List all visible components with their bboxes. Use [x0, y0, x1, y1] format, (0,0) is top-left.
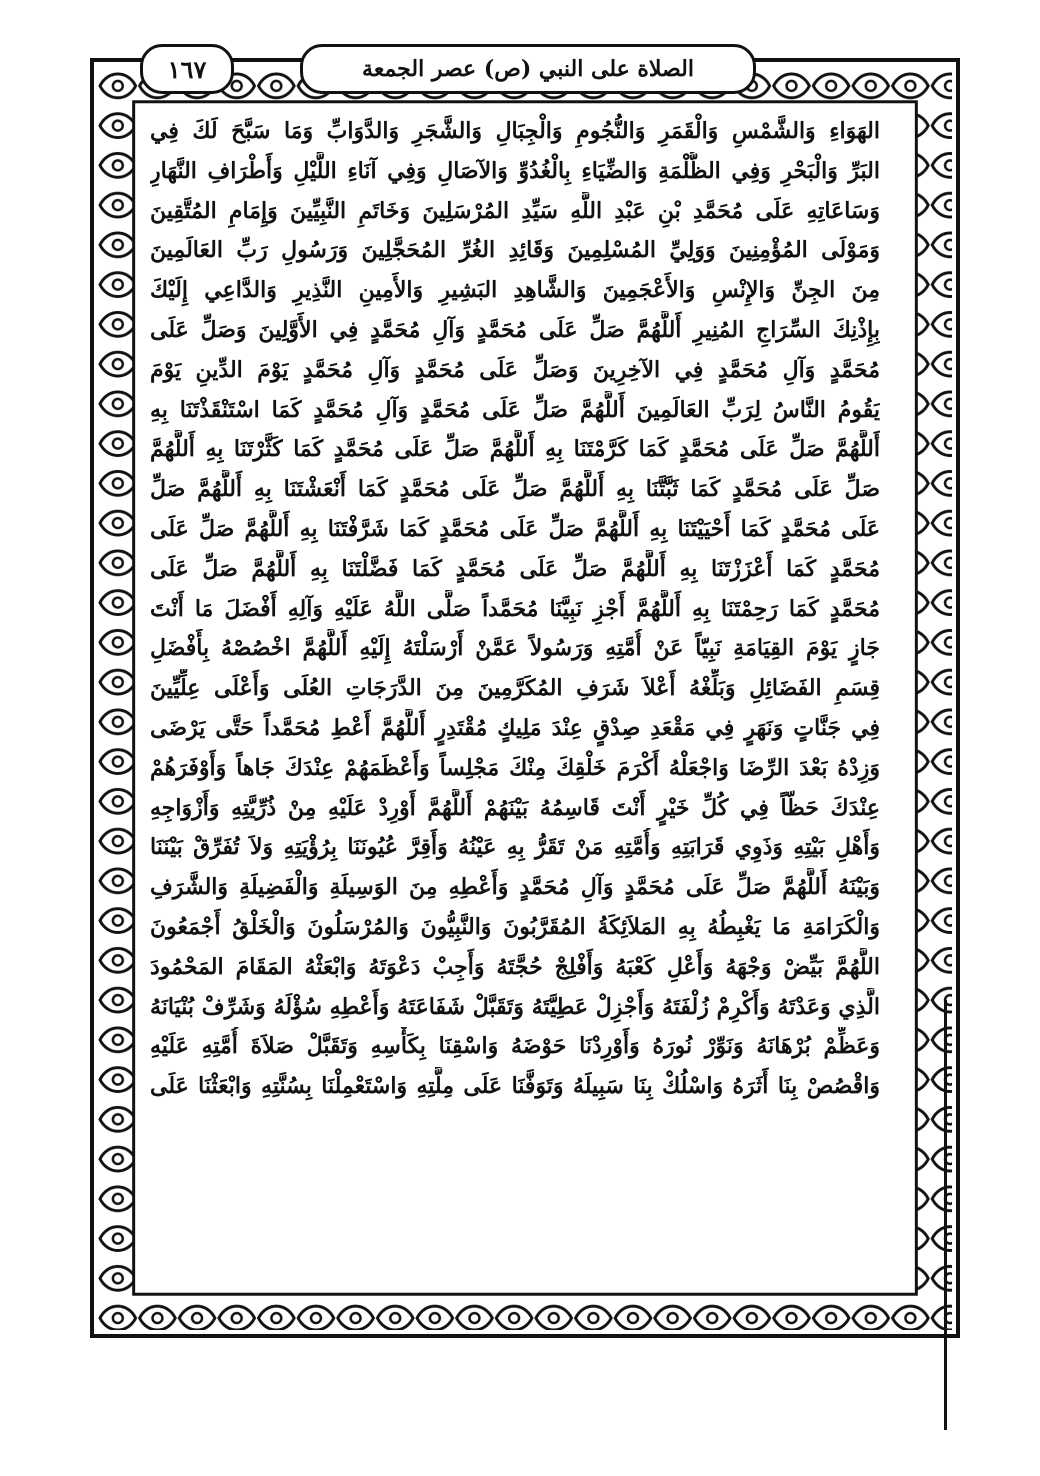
text-line: يَقُومُ النَّاسُ لِرَبِّ العَالَمِينَ أَللَّهُمَّ صَلِّ عَلَى مُحَمَّدٍ وَآلِ مُحَمَّدٍ كَمَا اسْتَنْقَذْتَنَا بِهِ	[150, 396, 880, 423]
text-line: قِسَمِ الفَضَائِلِ وَبَلِّغْهُ أَعْلاَ شَرَفِ المُكَرَّمِينَ مِنَ الدَّرَجَاتِ العُلَى وَأَعْلَى عِلِّيِّينَ	[150, 675, 880, 702]
text-line: مُحَمَّدٍ كَمَا رَحِمْتَنَا بِهِ أَللَّهُمَّ أَجْزِ نَبِيَّنَا مُحَمَّداً صَلَّى اللَّهُ عَلَيْهِ وَآلِهِ أَفْضَلَ مَا أَنْتَ	[150, 595, 880, 622]
text-line: وَأَهْلِ بَيْتِهِ وَذَوِي قَرَابَتِهِ وَأُمَّتِهِ مَنْ تَقَرُّ بِهِ عَيْنُهُ وَأَقِرَّ عُيُونَنَا بِرُؤْيَتِهِ وَلاَ تُفَرِّقْ بَيْنَنَا	[150, 834, 880, 861]
text-line: وَبَيْنَهُ أَللَّهُمَّ صَلِّ عَلَى مُحَمَّدٍ وَآلِ مُحَمَّدٍ وَأَعْطِهِ مِنَ الوَسِيلَةِ وَالْفَضِيلَةِ وَالشَّرَفِ	[150, 874, 880, 901]
text-line: وَسَاعَاتِهِ عَلَى مُحَمَّدِ بْنِ عَبْدِ اللَّهِ سَيِّدِ المُرْسَلِينَ وَخَاتَمِ النَّبِيِّينَ وَإِمَامِ المُتَّقِينَ	[150, 197, 880, 224]
text-line: وَعَظِّمْ بُرْهَانَهُ وَنَوِّرْ نُورَهُ وَأَوْرِدْنَا حَوْضَهُ وَاسْقِنَا بِكَأْسِهِ وَتَقَبَّلْ صَلاَةَ أُمَّتِهِ عَلَيْهِ	[150, 1033, 880, 1060]
text-line: وَمَوْلَى المُؤْمِنِينَ وَوَلِيِّ المُسْلِمِينَ وَقَائِدِ الغُرِّ المُحَجَّلِينَ وَرَسُولِ رَبِّ العَالَمِينَ	[150, 237, 880, 264]
text-line: وَاقْصُصْ بِنَا أَثَرَهُ وَاسْلُكْ بِنَا سَبِيلَهُ وَتَوَفَّنَا عَلَى مِلَّتِهِ وَاسْتَعْمِلْنَا بِسُنَّتِهِ وَابْعَثْنَا عَلَى	[150, 1073, 880, 1100]
text-line: وَزِدْهُ بَعْدَ الرِّضَا وَاجْعَلْهُ أَكْرَمَ خَلْقِكَ مِنْكَ مَجْلِساً وَأَعْظَمَهُمْ عِنْدَكَ جَاهاً وَأَوْفَرَهُمْ	[150, 754, 880, 781]
text-line: الهَوَاءِ وَالشَّمْسِ وَالْقَمَرِ وَالنُّجُومِ وَالْجِبَالِ وَالشَّجَرِ وَالدَّوَابِّ وَمَا سَبَّحَ لَكَ فِي	[150, 118, 880, 144]
text-line: عَلَى مُحَمَّدٍ كَمَا أَحْيَيْتَنَا بِهِ أَللَّهُمَّ صَلِّ عَلَى مُحَمَّدٍ كَمَا شَرَّفْتَنَا بِهِ أَللَّهُمَّ صَلِّ عَلَى	[150, 515, 880, 542]
text-line: اللَّهُمَّ بَيِّضْ وَجْهَهُ وَأَعْلِ كَعْبَهُ وَأَفْلِجْ حُجَّتَهُ وَأَجِبْ دَعْوَتَهُ وَابْعَثْهُ المَقَامَ المَحْمُودَ	[150, 953, 880, 980]
text-line: البَرِّ وَالْبَحْرِ وَفِي الظُّلْمَةِ وَالضِّيَاءِ بِالْغُدُوِّ وَالآصَالِ وَفِي آنَاءِ اللَّيْلِ وَأَطْرَافِ النَّهَارِ	[150, 157, 880, 184]
text-line: الَّذِي وَعَدْتَهُ وَأَكْرِمْ زُلْفَتَهُ وَأَجْزِلْ عَطِيَّتَهُ وَتَقَبَّلْ شَفَاعَتَهُ وَأَعْطِهِ سُؤْلَهُ وَشَرِّفْ بُنْيَانَهُ	[150, 993, 880, 1020]
text-line: جَازٍ يَوْمَ القِيَامَةِ نَبِيّاً عَنْ أُمَّتِهِ وَرَسُولاً عَمَّنْ أَرْسَلْتَهُ إِلَيْهِ أَللَّهُمَّ اخْصُصْهُ بِأَفْضَلِ	[150, 635, 880, 662]
text-line: أَللَّهُمَّ صَلِّ عَلَى مُحَمَّدٍ كَمَا كَرَّمْتَنَا بِهِ أَللَّهُمَّ صَلِّ عَلَى مُحَمَّدٍ كَمَا كَثَّرْتَنَا بِهِ أَللَّهُمَّ	[150, 436, 880, 463]
page-title: الصلاة على النبي (ص) عصر الجمعة	[300, 44, 756, 94]
text-line: صَلِّ عَلَى مُحَمَّدٍ كَمَا ثَبَّتَّنَا بِهِ أَللَّهُمَّ صَلِّ عَلَى مُحَمَّدٍ كَمَا أَنْعَشْتَنَا بِهِ أَللَّهُمَّ صَلِّ	[150, 476, 880, 503]
scan-edge-line	[944, 1000, 947, 1430]
page-number: ١٦٧	[140, 44, 234, 94]
text-line: مُحَمَّدٍ وَآلِ مُحَمَّدٍ فِي الآخِرِينَ وَصَلِّ عَلَى مُحَمَّدٍ وَآلِ مُحَمَّدٍ يَوْمَ الدِّينِ يَوْمَ	[150, 356, 880, 383]
text-line: فِي جَنَّاتٍ وَنَهَرٍ فِي مَقْعَدِ صِدْقٍ عِنْدَ مَلِيكٍ مُقْتَدِرٍ أَللَّهُمَّ أَعْطِ مُحَمَّداً حَتَّى يَرْضَى	[150, 714, 880, 741]
text-line: مُحَمَّدٍ كَمَا أَعْزَزْتَنَا بِهِ أَللَّهُمَّ صَلِّ عَلَى مُحَمَّدٍ كَمَا فَضَّلْتَنَا بِهِ أَللَّهُمَّ صَلِّ عَلَى	[150, 555, 880, 582]
text-line: بِإِذْنِكَ السِّرَاجِ المُنِيرِ أَللَّهُمَّ صَلِّ عَلَى مُحَمَّدٍ وَآلِ مُحَمَّدٍ فِي الأَوَّلِينَ وَصَلِّ عَلَى	[150, 316, 880, 343]
text-line: وَالْكَرَامَةِ مَا يَغْبِطُهُ بِهِ المَلاَئِكَةُ المُقَرَّبُونَ وَالنَّبِيُّونَ وَالمُرْسَلُونَ وَالْخَلْقُ أَجْمَعُونَ	[150, 913, 880, 940]
text-line: مِنَ الجِنِّ وَالإِنْسِ وَالأَعْجَمِينَ وَالشَّاهِدِ البَشِيرِ وَالأَمِينِ النَّذِيرِ وَالدَّاعِي إِلَيْكَ	[150, 277, 880, 304]
text-line: عِنْدَكَ حَظّاً فِي كُلِّ خَيْرٍ أَنْتَ قَاسِمُهُ بَيْنَهُمْ أَللَّهُمَّ أَوْرِدْ عَلَيْهِ مِنْ ذُرِّيَّتِهِ وَأَزْوَاجِهِ	[150, 794, 880, 821]
text-body	[150, 112, 880, 1307]
